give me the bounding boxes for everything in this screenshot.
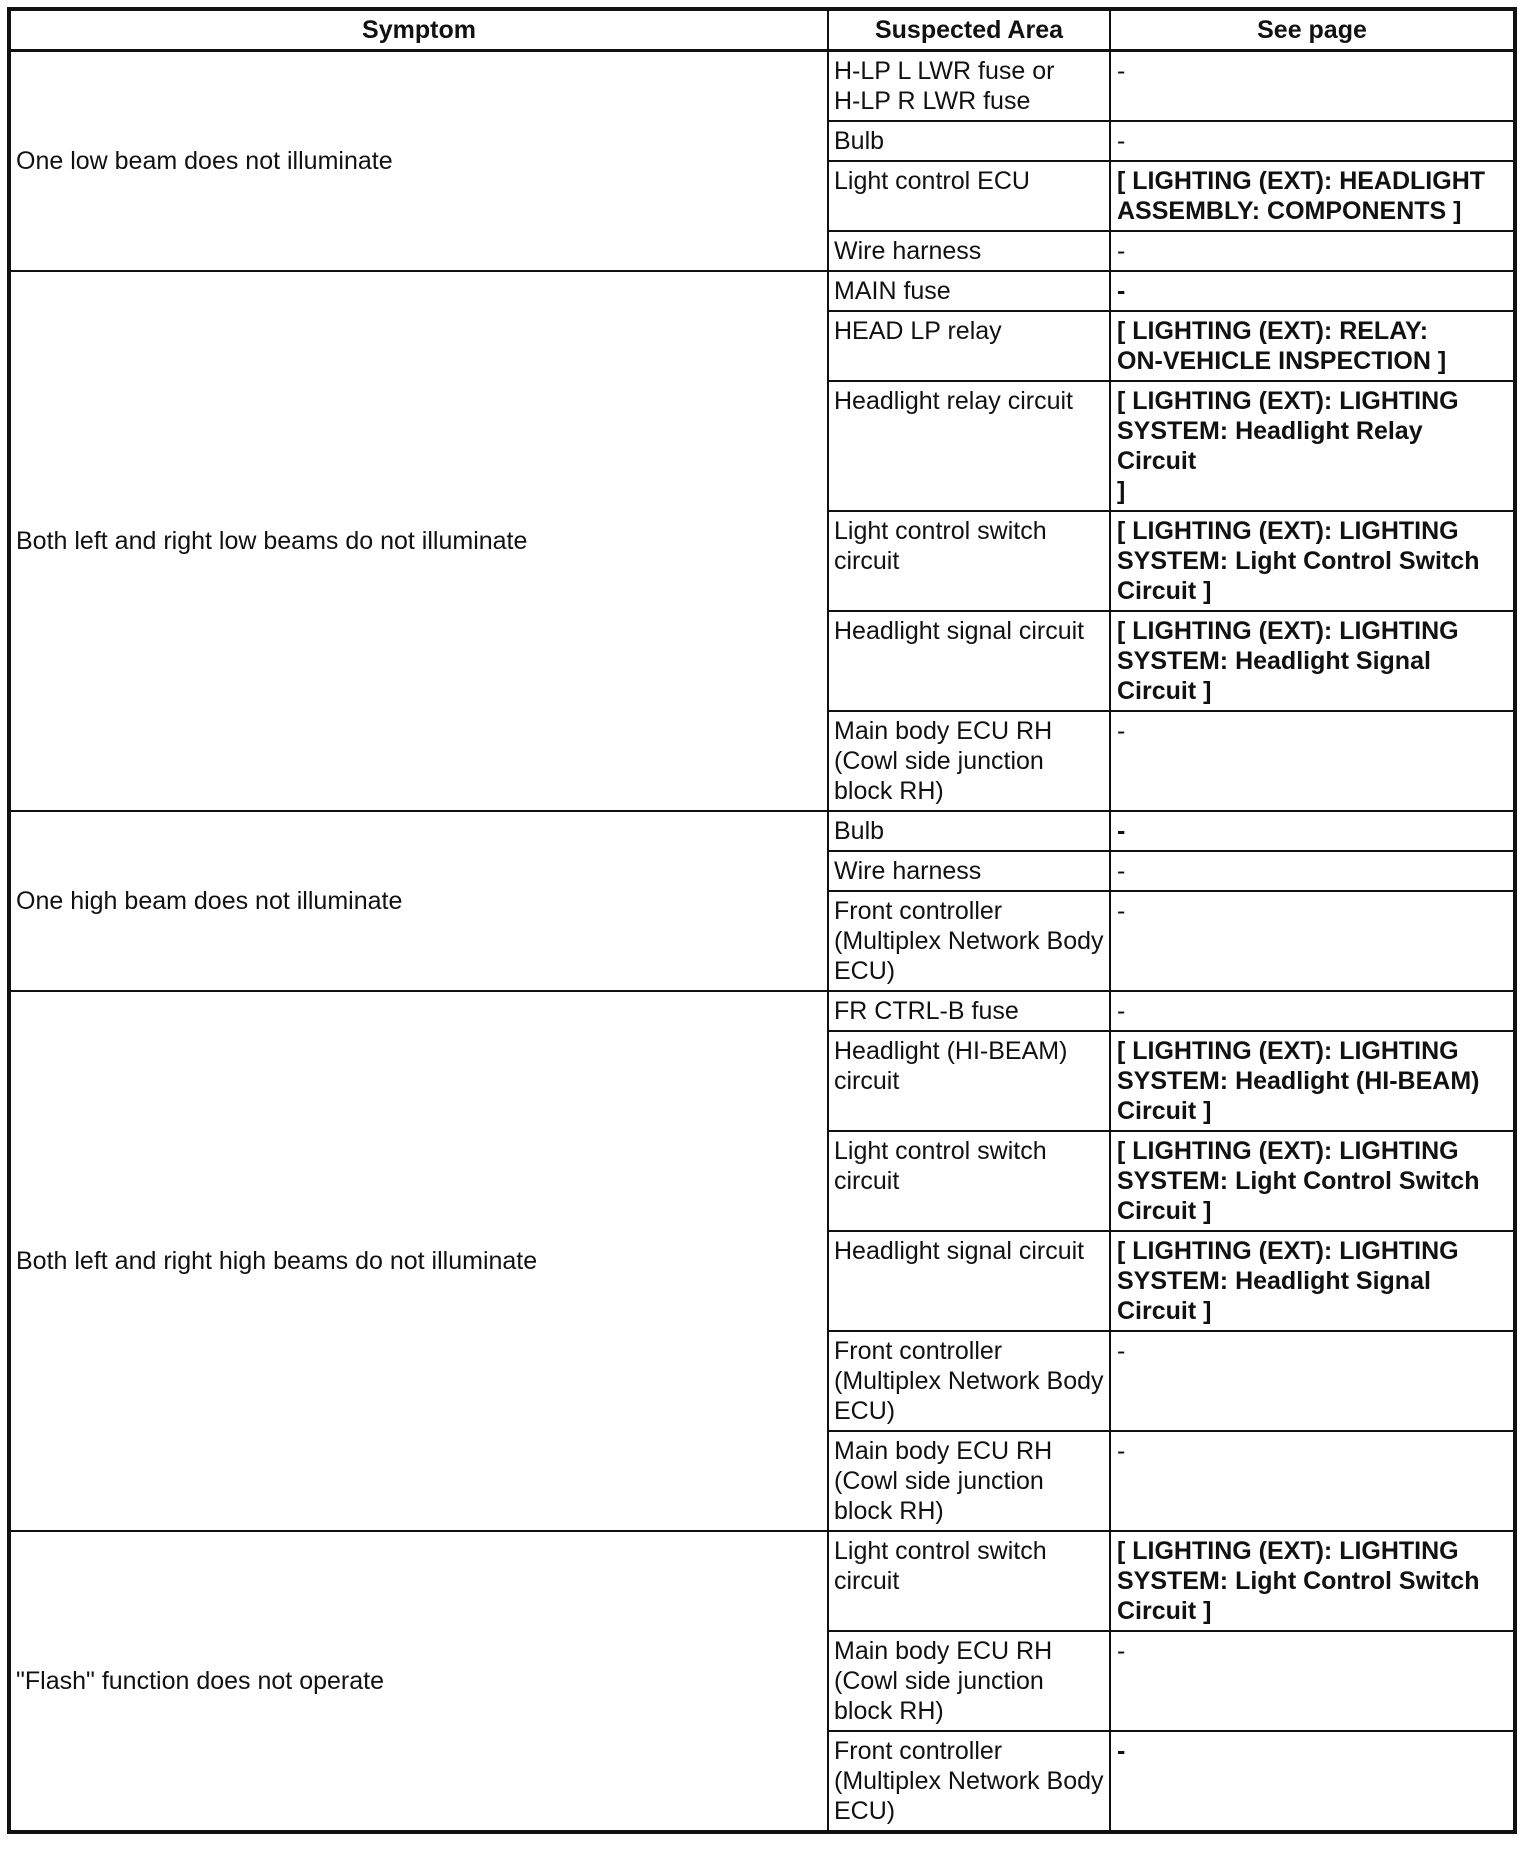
see-page-reference-cell xyxy=(1110,1031,1515,1131)
suspected-area-text: FR CTRL-B fuse xyxy=(834,997,1019,1025)
see-page-dash: - xyxy=(1117,897,1126,925)
see-page-empty-cell xyxy=(1110,1331,1515,1431)
see-page-reference: [ LIGHTING (EXT): LIGHTING SYSTEM: Headlight Signal Circuit ] xyxy=(1117,1237,1459,1325)
see-page-reference-cell xyxy=(1110,1231,1515,1331)
see-page-empty-cell xyxy=(1110,811,1515,851)
suspected-area-text: MAIN fuse xyxy=(834,277,951,305)
suspected-area-text: Light control switch circuit xyxy=(834,517,1047,575)
see-page-reference: [ LIGHTING (EXT): LIGHTING SYSTEM: Headlight (HI-BEAM) Circuit ] xyxy=(1117,1037,1480,1125)
suspected-area-cell xyxy=(828,711,1110,811)
symptom-cell xyxy=(9,991,828,1531)
see-page-empty-cell xyxy=(1110,1431,1515,1531)
symptom-table xyxy=(7,7,1517,1834)
see-page-dash: - xyxy=(1117,817,1126,845)
suspected-area-cell xyxy=(828,1031,1110,1131)
see-page-empty-cell xyxy=(1110,891,1515,991)
see-page-empty-cell xyxy=(1110,1631,1515,1731)
table-row xyxy=(9,271,1515,311)
suspected-area-cell xyxy=(828,891,1110,991)
symptom-text: Both left and right high beams do not illuminate xyxy=(16,1247,538,1275)
table-body xyxy=(9,51,1515,1833)
header-see-page: See page xyxy=(1110,9,1515,51)
see-page-reference-cell xyxy=(1110,161,1515,231)
suspected-area-cell xyxy=(828,1531,1110,1631)
suspected-area-cell xyxy=(828,311,1110,381)
see-page-reference-cell xyxy=(1110,311,1515,381)
see-page-dash: - xyxy=(1117,1637,1126,1665)
suspected-area-text: Front controller (Multiplex Network Body ECU) xyxy=(834,1337,1104,1425)
suspected-area-cell xyxy=(828,271,1110,311)
see-page-empty-cell xyxy=(1110,231,1515,271)
see-page-dash: - xyxy=(1117,1437,1126,1465)
suspected-area-cell xyxy=(828,811,1110,851)
see-page-dash: - xyxy=(1117,1337,1126,1365)
suspected-area-text: Main body ECU RH (Cowl side junction block RH) xyxy=(834,1437,1053,1525)
suspected-area-text: Light control switch circuit xyxy=(834,1137,1047,1195)
see-page-reference: [ LIGHTING (EXT): LIGHTING SYSTEM: Light Control Switch Circuit ] xyxy=(1117,1137,1480,1225)
see-page-reference-cell xyxy=(1110,611,1515,711)
table-row xyxy=(9,991,1515,1031)
symptom-text: Both left and right low beams do not illuminate xyxy=(16,527,528,555)
suspected-area-text: Wire harness xyxy=(834,857,982,885)
header-suspected-area: Suspected Area xyxy=(828,9,1110,51)
suspected-area-cell xyxy=(828,1131,1110,1231)
suspected-area-text: H-LP L LWR fuse or H-LP R LWR fuse xyxy=(834,57,1055,115)
see-page-dash: - xyxy=(1117,277,1126,305)
suspected-area-text: Main body ECU RH (Cowl side junction block RH) xyxy=(834,1637,1053,1725)
header-row xyxy=(9,9,1515,51)
suspected-area-cell xyxy=(828,1331,1110,1431)
see-page-reference: [ LIGHTING (EXT): LIGHTING SYSTEM: Headlight Signal Circuit ] xyxy=(1117,617,1459,705)
see-page-empty-cell xyxy=(1110,851,1515,891)
suspected-area-cell xyxy=(828,611,1110,711)
symptom-text: "Flash" function does not operate xyxy=(16,1667,384,1695)
suspected-area-cell xyxy=(828,1631,1110,1731)
suspected-area-cell xyxy=(828,51,1110,122)
suspected-area-text: Light control ECU xyxy=(834,167,1030,195)
see-page-reference: [ LIGHTING (EXT): LIGHTING SYSTEM: Light Control Switch Circuit ] xyxy=(1117,517,1480,605)
see-page-empty-cell xyxy=(1110,121,1515,161)
suspected-area-text: Headlight relay circuit xyxy=(834,387,1073,415)
suspected-area-text: Bulb xyxy=(834,817,885,845)
suspected-area-cell xyxy=(828,851,1110,891)
suspected-area-text: Headlight signal circuit xyxy=(834,617,1085,645)
see-page-empty-cell xyxy=(1110,711,1515,811)
suspected-area-text: Headlight signal circuit xyxy=(834,1237,1085,1265)
suspected-area-cell xyxy=(828,121,1110,161)
symptom-cell xyxy=(9,1531,828,1832)
suspected-area-cell xyxy=(828,231,1110,271)
symptom-cell xyxy=(9,51,828,272)
suspected-area-text: Front controller (Multiplex Network Body ECU) xyxy=(834,1737,1104,1825)
symptom-text: One low beam does not illuminate xyxy=(16,147,393,175)
suspected-area-text: Main body ECU RH (Cowl side junction block RH) xyxy=(834,717,1053,805)
suspected-area-text: HEAD LP relay xyxy=(834,317,1002,345)
suspected-area-text: Wire harness xyxy=(834,237,982,265)
see-page-reference-cell xyxy=(1110,511,1515,611)
see-page-dash: - xyxy=(1117,857,1126,885)
see-page-empty-cell xyxy=(1110,1731,1515,1832)
see-page-dash: - xyxy=(1117,127,1126,155)
see-page-reference: [ LIGHTING (EXT): LIGHTING SYSTEM: Headlight Relay Circuit ] xyxy=(1117,387,1459,505)
suspected-area-text: Light control switch circuit xyxy=(834,1537,1047,1595)
see-page-empty-cell xyxy=(1110,991,1515,1031)
see-page-empty-cell xyxy=(1110,271,1515,311)
suspected-area-cell xyxy=(828,381,1110,511)
see-page-dash: - xyxy=(1117,717,1126,745)
suspected-area-text: Headlight (HI-BEAM) circuit xyxy=(834,1037,1068,1095)
see-page-reference: [ LIGHTING (EXT): LIGHTING SYSTEM: Light Control Switch Circuit ] xyxy=(1117,1537,1480,1625)
see-page-reference-cell xyxy=(1110,1531,1515,1631)
table-row xyxy=(9,1531,1515,1631)
header-symptom: Symptom xyxy=(9,9,828,51)
see-page-dash: - xyxy=(1117,997,1126,1025)
suspected-area-cell xyxy=(828,1431,1110,1531)
symptom-text: One high beam does not illuminate xyxy=(16,887,403,915)
see-page-reference: [ LIGHTING (EXT): HEADLIGHT ASSEMBLY: COMPONENTS ] xyxy=(1117,167,1486,225)
see-page-reference-cell xyxy=(1110,381,1515,511)
suspected-area-cell xyxy=(828,161,1110,231)
suspected-area-cell xyxy=(828,1231,1110,1331)
symptom-cell xyxy=(9,271,828,811)
see-page-dash: - xyxy=(1117,1737,1126,1765)
suspected-area-text: Bulb xyxy=(834,127,885,155)
table-row xyxy=(9,51,1515,122)
table-header xyxy=(9,9,1515,51)
see-page-reference-cell xyxy=(1110,1131,1515,1231)
symptom-cell xyxy=(9,811,828,991)
see-page-dash: - xyxy=(1117,237,1126,265)
suspected-area-cell xyxy=(828,1731,1110,1832)
troubleshooting-sheet xyxy=(7,7,1513,1834)
see-page-reference: [ LIGHTING (EXT): RELAY: ON-VEHICLE INSPECTION ] xyxy=(1117,317,1447,375)
see-page-empty-cell xyxy=(1110,51,1515,122)
suspected-area-cell xyxy=(828,991,1110,1031)
suspected-area-text: Front controller (Multiplex Network Body ECU) xyxy=(834,897,1104,985)
table-row xyxy=(9,811,1515,851)
suspected-area-cell xyxy=(828,511,1110,611)
see-page-dash: - xyxy=(1117,57,1126,85)
